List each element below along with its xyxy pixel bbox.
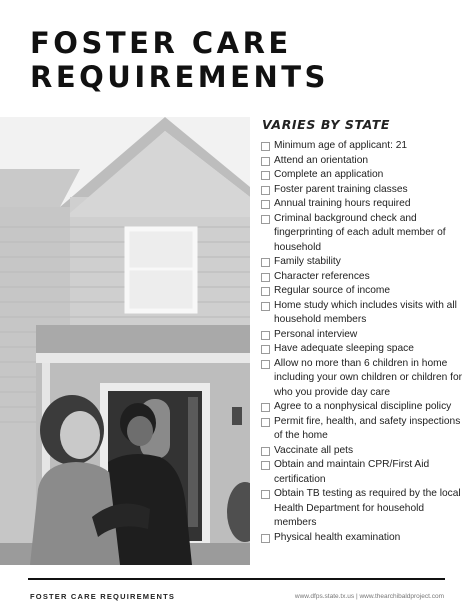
- list-item-label: Have adequate sleeping space: [274, 343, 414, 354]
- list-item: [261, 284, 466, 299]
- list-item: [261, 415, 466, 444]
- list-item-label: Physical health examination: [274, 531, 401, 543]
- list-item: [261, 531, 466, 546]
- list-item: [261, 154, 466, 169]
- list-item-label: Attend an orientation: [274, 154, 369, 166]
- list-item: [261, 400, 466, 415]
- checkbox[interactable]: [261, 287, 270, 296]
- list-item: [261, 197, 466, 212]
- page-title: [30, 26, 329, 94]
- list-item: [261, 299, 466, 328]
- list-item-label: Annual training hours required: [274, 198, 411, 209]
- checkbox[interactable]: [261, 215, 270, 224]
- requirements-checklist: [261, 139, 466, 545]
- list-item-label: Permit fire, health, and safety inspections of the home: [274, 415, 461, 441]
- list-item: [261, 487, 466, 531]
- title-line-1: FOSTER CARE: [30, 26, 292, 60]
- list-item: [261, 328, 466, 343]
- checkbox[interactable]: [261, 403, 270, 412]
- checkbox[interactable]: [261, 142, 270, 151]
- list-item-label: Foster parent training classes: [274, 183, 408, 195]
- list-item: [261, 183, 466, 198]
- list-item: [261, 270, 466, 285]
- list-item: [261, 342, 466, 357]
- list-item-label: Allow no more than 6 children in home including your own children or children for who you provide day care: [274, 357, 463, 398]
- checkbox[interactable]: [261, 186, 270, 195]
- list-item-label: Obtain and maintain CPR/First Aid certification: [274, 459, 430, 485]
- footer-title: FOSTER CARE REQUIREMENTS: [30, 592, 176, 601]
- subheading: VARIES BY STATE: [262, 117, 391, 132]
- list-item-label: Regular source of income: [274, 285, 391, 296]
- list-item: [261, 444, 466, 459]
- house-couple-photo: [0, 117, 250, 565]
- checkbox[interactable]: [261, 418, 270, 427]
- checkbox[interactable]: [261, 331, 270, 340]
- list-item-label: Complete an application: [274, 169, 384, 180]
- list-item: [261, 458, 466, 487]
- checkbox[interactable]: [261, 447, 270, 456]
- list-item-label: Character references: [274, 270, 370, 282]
- checkbox[interactable]: [261, 490, 270, 499]
- checkbox[interactable]: [261, 461, 270, 470]
- list-item: [261, 212, 466, 256]
- list-item-label: Personal interview: [274, 328, 358, 340]
- list-item-label: Vaccinate all pets: [274, 444, 354, 456]
- list-item: [261, 255, 466, 270]
- checkbox[interactable]: [261, 157, 270, 166]
- list-item: [261, 357, 466, 401]
- checkbox[interactable]: [261, 171, 270, 180]
- checkbox[interactable]: [261, 345, 270, 354]
- list-item-label: Home study which includes visits with all household members: [274, 299, 457, 325]
- checkbox[interactable]: [261, 360, 270, 369]
- list-item-label: Criminal background check and fingerprinting of each adult member of household: [274, 212, 446, 253]
- list-item-label: Family stability: [274, 256, 341, 267]
- title-line-2: REQUIREMENTS: [30, 60, 329, 94]
- list-item-label: Obtain TB testing as required by the local Health Department for household members: [274, 488, 461, 528]
- list-item: [261, 168, 466, 183]
- checkbox[interactable]: [261, 302, 270, 311]
- checkbox[interactable]: [261, 534, 270, 543]
- checkbox[interactable]: [261, 200, 270, 209]
- footer-websites[interactable]: www.dfps.state.tx.us | www.thearchibaldproject.com: [294, 593, 444, 600]
- list-item: [261, 139, 466, 154]
- list-item-label: Agree to a nonphysical discipline policy: [274, 401, 452, 412]
- footer-divider: [28, 578, 445, 580]
- checkbox[interactable]: [261, 273, 270, 282]
- list-item-label: Minimum age of applicant: 21: [274, 140, 408, 151]
- checkbox[interactable]: [261, 258, 270, 267]
